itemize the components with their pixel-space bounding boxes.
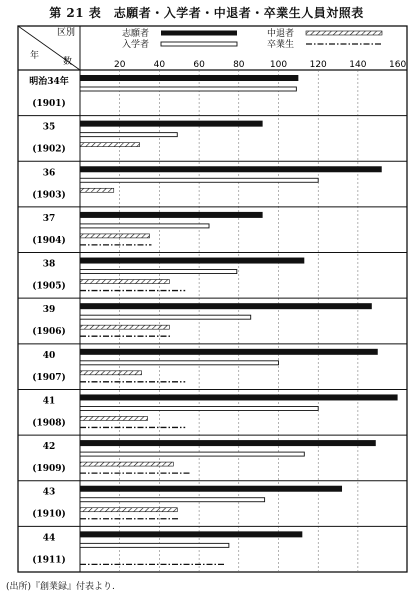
year-sub-label: (1901) — [32, 99, 66, 109]
year-label: 38 — [42, 259, 56, 270]
legend-swatch — [161, 31, 237, 36]
year-sub-label: (1906) — [32, 327, 66, 338]
year-label: 40 — [42, 350, 56, 361]
bar-志願者 — [80, 349, 378, 355]
bar-志願者 — [80, 212, 263, 218]
source-note: (出所)『創業録』付表より. — [6, 582, 115, 592]
year-label: 39 — [42, 305, 56, 316]
x-tick-label: 160 — [389, 60, 407, 70]
bar-入学者 — [80, 224, 209, 228]
year-label: 37 — [42, 213, 56, 224]
legend-label: 志願者 — [122, 29, 150, 39]
legend — [122, 27, 382, 50]
bar-入学者 — [80, 315, 251, 319]
year-label: 41 — [42, 396, 56, 407]
bar-志願者 — [80, 394, 398, 400]
year-sub-label: (1908) — [32, 418, 66, 429]
bar-中退者 — [80, 325, 169, 329]
bar-入学者 — [80, 406, 318, 410]
year-label: 42 — [42, 442, 56, 453]
header-label-nen: 年 — [30, 51, 40, 61]
bar-入学者 — [80, 498, 265, 502]
bar-志願者 — [80, 531, 302, 537]
bar-中退者 — [80, 280, 169, 284]
x-tick-labels — [114, 60, 406, 70]
year-label: 43 — [42, 487, 56, 498]
legend-label: 中退者 — [267, 29, 295, 39]
header-label-kubetsu: 区別 — [57, 28, 76, 38]
legend-label: 卒業生 — [267, 40, 295, 50]
header-label-su: 数 — [63, 57, 73, 67]
bar-入学者 — [80, 452, 304, 456]
bar-中退者 — [80, 508, 177, 512]
bar-志願者 — [80, 440, 376, 446]
x-tick-label: 80 — [233, 60, 245, 70]
chart-title: 第 21 表 志願者・入学者・中退者・卒業生人員対照表 — [49, 6, 364, 20]
legend-swatch — [306, 31, 382, 35]
year-label: 44 — [42, 533, 56, 544]
bar-中退者 — [80, 143, 140, 147]
bar-志願者 — [80, 121, 263, 127]
bar-入学者 — [80, 178, 318, 182]
x-tick-label: 100 — [269, 60, 288, 70]
bar-中退者 — [80, 188, 114, 192]
bar-志願者 — [80, 486, 342, 492]
year-sub-label: (1907) — [32, 372, 66, 383]
bar-志願者 — [80, 303, 372, 309]
legend-swatch — [161, 42, 237, 46]
year-sub-label: (1902) — [32, 144, 66, 155]
x-tick-label: 20 — [113, 60, 126, 70]
legend-label: 入学者 — [122, 40, 150, 50]
x-tick-label: 40 — [153, 60, 166, 70]
year-sub-label: (1909) — [32, 464, 66, 475]
year-label: 35 — [42, 122, 56, 133]
x-tick-label: 120 — [309, 60, 327, 70]
year-rows — [18, 75, 407, 565]
bar-入学者 — [80, 361, 279, 365]
year-sub-label: (1904) — [32, 235, 66, 246]
year-sub-label: (1911) — [32, 555, 66, 566]
bar-志願者 — [80, 258, 304, 264]
year-sub-label: (1903) — [32, 190, 66, 201]
bar-入学者 — [80, 133, 177, 137]
bar-入学者 — [80, 543, 229, 547]
year-sub-label: (1910) — [32, 509, 66, 520]
bar-中退者 — [80, 371, 142, 375]
bar-中退者 — [80, 234, 149, 238]
year-sub-label: (1905) — [32, 281, 66, 292]
year-label: 明治34年 — [29, 77, 69, 87]
bar-入学者 — [80, 270, 237, 274]
x-tick-label: 60 — [193, 60, 205, 70]
bar-中退者 — [80, 416, 147, 420]
year-label: 36 — [42, 168, 56, 179]
bar-中退者 — [80, 462, 173, 466]
bar-志願者 — [80, 75, 298, 81]
bar-志願者 — [80, 166, 382, 172]
bar-入学者 — [80, 87, 296, 91]
x-tick-label: 140 — [349, 60, 367, 70]
gridlines — [120, 70, 358, 572]
